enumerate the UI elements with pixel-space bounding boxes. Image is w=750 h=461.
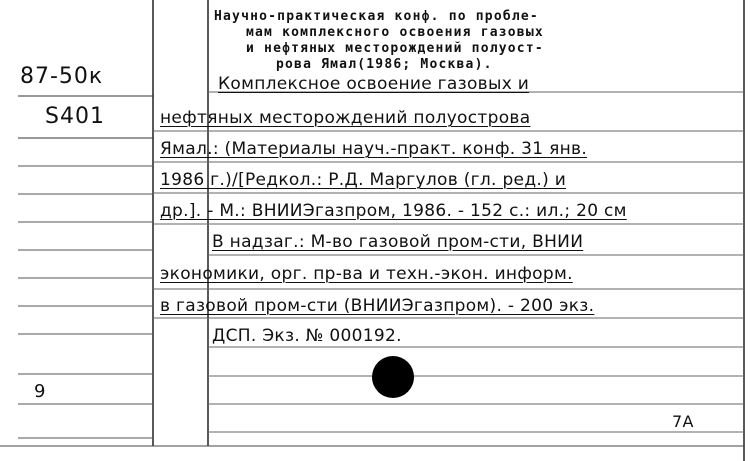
body-line-9: ДСП. Экз. № 000192. xyxy=(212,326,402,346)
title-typed-line-2: мам комплексного освоения газовых xyxy=(246,25,544,40)
title-typed-line-4: рова Ямал(1986; Москва). xyxy=(276,57,493,72)
body-line-5: др.]. - М.: ВНИИЭгазпром, 1986. - 152 с.: ил.; 20 см xyxy=(160,201,627,221)
shelfmark-secondary: S401 xyxy=(45,104,105,129)
body-line-2: нефтяных месторождений полуострова xyxy=(160,108,531,128)
punch-hole xyxy=(372,356,414,398)
body-line-6: В надзаг.: М-во газовой пром-сти, ВНИИ xyxy=(212,232,584,252)
margin-number: 9 xyxy=(34,381,46,402)
body-line-7: экономики, орг. пр-ва и техн.-экон. информ. xyxy=(160,264,573,284)
title-typed-line-1: Научно-практическая конф. по пробле- xyxy=(214,9,539,24)
title-typed-line-3: и нефтяных месторождений полуост- xyxy=(246,41,544,56)
body-line-8: в газовой пром-сти (ВНИИЭгазпром). - 200 экз. xyxy=(160,296,595,316)
shelfmark-primary: 87-50к xyxy=(20,64,104,89)
corner-mark: 7А xyxy=(672,412,694,431)
body-line-4: 1986 г.)/[Редкол.: Р.Д. Маргулов (гл. ред.) и xyxy=(160,170,567,190)
body-line-1: Комплексное освоение газовых и xyxy=(218,74,530,94)
body-line-3: Ямал.: (Материалы науч.-практ. конф. 31 янв. xyxy=(160,139,588,159)
